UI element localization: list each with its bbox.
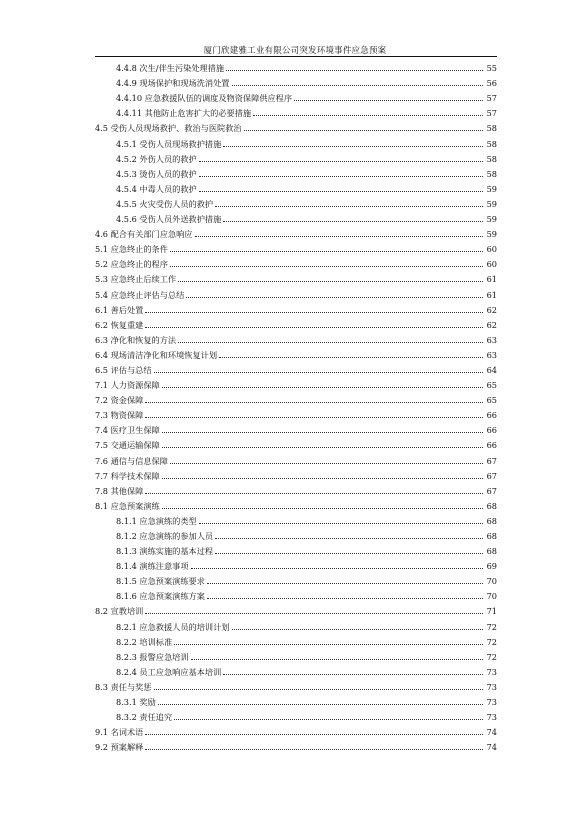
toc-entry[interactable]	[95, 390, 497, 405]
table-of-contents	[95, 58, 497, 752]
toc-entry-page-number: 59	[486, 183, 497, 194]
toc-entry[interactable]	[95, 118, 497, 133]
toc-entry-page-number: 73	[486, 712, 497, 723]
dot-leader	[199, 176, 483, 177]
toc-entry-label: 7.5 交通运输保障	[95, 440, 160, 451]
toc-entry-label: 8.1.3 演练实施的基本过程	[116, 546, 214, 557]
toc-entry-page-number: 68	[486, 546, 497, 557]
toc-entry-label: 8.2.2 培训标准	[116, 636, 173, 647]
toc-entry[interactable]	[95, 692, 497, 707]
toc-entry[interactable]	[95, 481, 497, 496]
toc-entry-label: 7.1 人力资源保障	[95, 380, 160, 391]
dot-leader	[215, 206, 483, 207]
toc-entry[interactable]	[95, 345, 497, 360]
toc-entry[interactable]	[95, 73, 497, 88]
toc-entry-label: 8.1.6 应急预案演练方案	[116, 591, 205, 602]
dot-leader	[158, 704, 483, 705]
toc-entry-label: 6.1 善后处置	[95, 304, 144, 315]
dot-leader	[162, 508, 483, 509]
dot-leader	[154, 372, 483, 373]
toc-entry[interactable]	[95, 149, 497, 164]
toc-entry-label: 4.5.2 外伤人员的救护	[116, 153, 197, 164]
dot-leader	[174, 719, 483, 720]
toc-entry-label: 4.4.8 次生/伴生污染处理措施	[116, 63, 225, 74]
toc-entry-label: 9.2 预案解释	[95, 742, 144, 753]
toc-entry[interactable]	[95, 315, 497, 330]
toc-entry-label: 4.5.6 受伤人员外送救护措施	[116, 214, 222, 225]
dot-leader	[162, 447, 483, 448]
toc-entry-page-number: 68	[486, 500, 497, 511]
dot-leader	[145, 749, 483, 750]
dot-leader	[170, 251, 483, 252]
toc-entry-page-number: 73	[486, 681, 497, 692]
toc-entry-label: 5.3 应急终止后续工作	[95, 274, 177, 285]
toc-entry-label: 7.8 其他保障	[95, 485, 144, 496]
toc-entry[interactable]	[95, 541, 497, 556]
toc-entry[interactable]	[95, 284, 497, 299]
toc-entry-page-number: 74	[486, 742, 497, 753]
dot-leader	[207, 583, 483, 584]
dot-leader	[162, 387, 483, 388]
dot-leader	[244, 130, 483, 131]
toc-entry-label: 4.5.1 受伤人员现场救护措施	[116, 138, 222, 149]
toc-entry-page-number: 66	[486, 425, 497, 436]
dot-leader	[195, 236, 484, 237]
dot-leader	[253, 115, 483, 116]
toc-entry[interactable]	[95, 586, 497, 601]
toc-entry[interactable]	[95, 179, 497, 194]
toc-entry[interactable]	[95, 164, 497, 179]
toc-entry-page-number: 57	[486, 108, 497, 119]
dot-leader	[219, 357, 483, 358]
toc-entry[interactable]	[95, 616, 497, 631]
toc-entry-page-number: 57	[486, 93, 497, 104]
toc-entry-page-number: 61	[486, 289, 497, 300]
toc-entry[interactable]	[95, 601, 497, 616]
toc-entry[interactable]	[95, 526, 497, 541]
dot-leader	[145, 327, 483, 328]
dot-leader	[154, 689, 483, 690]
dot-leader	[294, 100, 483, 101]
dot-leader	[162, 478, 483, 479]
toc-entry-label: 7.3 物资保障	[95, 410, 144, 421]
toc-entry-page-number: 60	[486, 244, 497, 255]
toc-entry-page-number: 72	[486, 621, 497, 632]
toc-entry-page-number: 70	[486, 591, 497, 602]
dot-leader	[223, 674, 483, 675]
dot-leader	[215, 553, 483, 554]
toc-entry-label: 4.5.3 烫伤人员的救护	[116, 168, 197, 179]
dot-leader	[232, 85, 484, 86]
dot-leader	[207, 598, 483, 599]
toc-entry-page-number: 68	[486, 531, 497, 541]
toc-entry-label: 8.2.3 报警应急培训	[116, 651, 189, 662]
toc-entry[interactable]	[95, 677, 497, 692]
toc-entry-page-number: 71	[486, 606, 497, 617]
toc-entry-page-number: 61	[486, 274, 497, 285]
toc-entry-page-number: 63	[486, 334, 497, 345]
toc-entry[interactable]	[95, 450, 497, 465]
dot-leader	[174, 644, 483, 645]
dot-leader	[145, 402, 483, 403]
dot-leader	[145, 734, 483, 735]
dot-leader	[199, 523, 483, 524]
toc-entry-label: 8.1.1 应急演练的类型	[116, 515, 197, 526]
dot-leader	[223, 221, 483, 222]
toc-entry-page-number: 68	[486, 515, 497, 526]
toc-entry[interactable]	[95, 420, 497, 435]
toc-entry-page-number: 60	[486, 259, 497, 270]
toc-entry-label: 4.5 受伤人员现场救护、救治与医院救治	[95, 123, 242, 134]
toc-entry-label: 7.7 科学技术保障	[95, 470, 160, 481]
toc-entry[interactable]	[95, 466, 497, 481]
toc-entry[interactable]	[95, 737, 497, 752]
dot-leader	[145, 493, 483, 494]
toc-entry-page-number: 58	[486, 168, 497, 179]
dot-leader	[178, 281, 483, 282]
toc-entry[interactable]	[95, 254, 497, 269]
toc-entry-label: 8.1 应急预案演练	[95, 500, 160, 511]
dot-leader	[170, 266, 483, 267]
toc-entry-label: 8.3.2 责任追究	[116, 712, 173, 723]
toc-entry-label: 4.4.10 应急救援队伍的调度及物资保障供应程序	[116, 93, 293, 104]
toc-entry-page-number: 72	[486, 636, 497, 647]
header-divider	[95, 56, 497, 57]
dot-leader	[223, 146, 483, 147]
dot-leader	[145, 613, 483, 614]
toc-entry-label: 6.3 净化和恢复的方法	[95, 334, 177, 345]
toc-entry[interactable]	[95, 707, 497, 722]
toc-entry[interactable]	[95, 224, 497, 239]
toc-entry[interactable]	[95, 435, 497, 450]
toc-entry-page-number: 58	[486, 153, 497, 164]
toc-entry[interactable]	[95, 405, 497, 420]
toc-entry-label: 8.1.4 演练注意事项	[116, 561, 189, 572]
toc-entry-label: 6.5 评估与总结	[95, 364, 152, 375]
toc-entry-label: 8.2.1 应急救援人员的培训计划	[116, 621, 230, 632]
dot-leader	[199, 191, 483, 192]
toc-entry-label: 6.2 恢复重建	[95, 319, 144, 330]
toc-entry-label: 7.2 资金保障	[95, 395, 144, 406]
toc-entry[interactable]	[95, 375, 497, 390]
dot-leader	[178, 342, 483, 343]
toc-entry-label: 4.5.4 中毒人员的救护	[116, 183, 197, 194]
toc-entry[interactable]	[95, 103, 497, 118]
dot-leader	[215, 538, 483, 539]
dot-leader	[162, 432, 483, 433]
toc-entry[interactable]	[95, 496, 497, 511]
toc-entry[interactable]	[95, 88, 497, 103]
toc-entry[interactable]	[95, 300, 497, 315]
toc-entry[interactable]	[95, 360, 497, 375]
dot-leader	[145, 417, 483, 418]
toc-entry-label: 7.4 医疗卫生保障	[95, 425, 160, 436]
toc-entry-label: 8.2.4 员工应急响应基本培训	[116, 666, 222, 677]
toc-entry-page-number: 67	[486, 455, 497, 466]
toc-entry-label: 4.4.9 现场保护和现场洗消处置	[116, 78, 230, 89]
toc-entry-page-number: 65	[486, 395, 497, 406]
toc-entry[interactable]	[95, 511, 497, 526]
toc-entry[interactable]	[95, 194, 497, 209]
toc-entry[interactable]	[95, 269, 497, 284]
toc-entry-label: 6.4 现场清洁净化和环境恢复计划	[95, 349, 218, 360]
toc-entry-page-number: 58	[486, 123, 497, 134]
toc-entry-label: 7.6 通信与信息保障	[95, 455, 168, 466]
dot-leader	[186, 297, 483, 298]
toc-entry-label: 4.4.11 其他防止危害扩大的必要措施	[116, 108, 252, 119]
toc-entry-page-number: 59	[486, 229, 497, 240]
toc-entry-page-number: 73	[486, 666, 497, 677]
toc-entry-page-number: 70	[486, 576, 497, 587]
toc-entry-page-number: 72	[486, 651, 497, 662]
toc-entry-page-number: 67	[486, 470, 497, 481]
toc-entry-label: 8.3.1 奖励	[116, 697, 156, 708]
toc-entry-page-number: 59	[486, 214, 497, 225]
dot-leader	[191, 659, 483, 660]
toc-entry-label: 8.1.5 应急预案演练要求	[116, 576, 205, 587]
dot-leader	[191, 568, 483, 569]
toc-entry-page-number: 67	[486, 485, 497, 496]
toc-entry-page-number: 66	[486, 410, 497, 421]
toc-entry-label: 5.1 应急终止的条件	[95, 244, 168, 255]
toc-entry[interactable]	[95, 239, 497, 254]
toc-entry-page-number: 73	[486, 697, 497, 708]
toc-entry[interactable]	[95, 722, 497, 737]
toc-entry-page-number: 58	[486, 138, 497, 149]
dot-leader	[199, 161, 483, 162]
toc-entry-label: 9.1 名词术语	[95, 727, 144, 738]
toc-entry-page-number: 64	[486, 364, 497, 375]
dot-leader	[226, 70, 483, 71]
toc-entry-page-number: 56	[486, 78, 497, 89]
toc-entry[interactable]	[95, 662, 497, 677]
toc-entry[interactable]	[95, 556, 497, 571]
toc-entry-label: 5.2 应急终止的程序	[95, 259, 168, 270]
toc-entry[interactable]	[95, 571, 497, 586]
dot-leader	[170, 463, 483, 464]
toc-entry-label: 4.6 配合有关部门应急响应	[95, 229, 193, 240]
toc-entry[interactable]	[95, 632, 497, 647]
toc-entry-page-number: 62	[486, 319, 497, 330]
toc-entry-page-number: 55	[486, 63, 497, 74]
toc-entry-page-number: 63	[486, 349, 497, 360]
toc-entry[interactable]	[95, 647, 497, 662]
toc-entry-page-number: 66	[486, 440, 497, 451]
toc-entry-page-number: 62	[486, 304, 497, 315]
toc-entry[interactable]	[95, 330, 497, 345]
toc-entry-page-number: 74	[486, 727, 497, 738]
toc-entry[interactable]	[95, 58, 497, 73]
toc-entry[interactable]	[95, 209, 497, 224]
toc-entry-label: 8.1.2 应急演练的参加人员	[116, 531, 214, 541]
dot-leader	[145, 312, 483, 313]
toc-entry-label: 4.5.5 火灾受伤人员的救护	[116, 198, 214, 209]
dot-leader	[232, 629, 484, 630]
toc-entry-page-number: 69	[486, 561, 497, 572]
toc-entry-label: 8.2 宣教培训	[95, 606, 144, 617]
toc-entry-label: 8.3 责任与奖惩	[95, 681, 152, 692]
toc-entry[interactable]	[95, 133, 497, 148]
toc-entry-label: 5.4 应急终止评估与总结	[95, 289, 185, 300]
page-header-title: 厦门欣建雅工业有限公司突发环境事件应急预案	[203, 46, 387, 56]
toc-entry-page-number: 59	[486, 198, 497, 209]
toc-entry-page-number: 65	[486, 380, 497, 391]
